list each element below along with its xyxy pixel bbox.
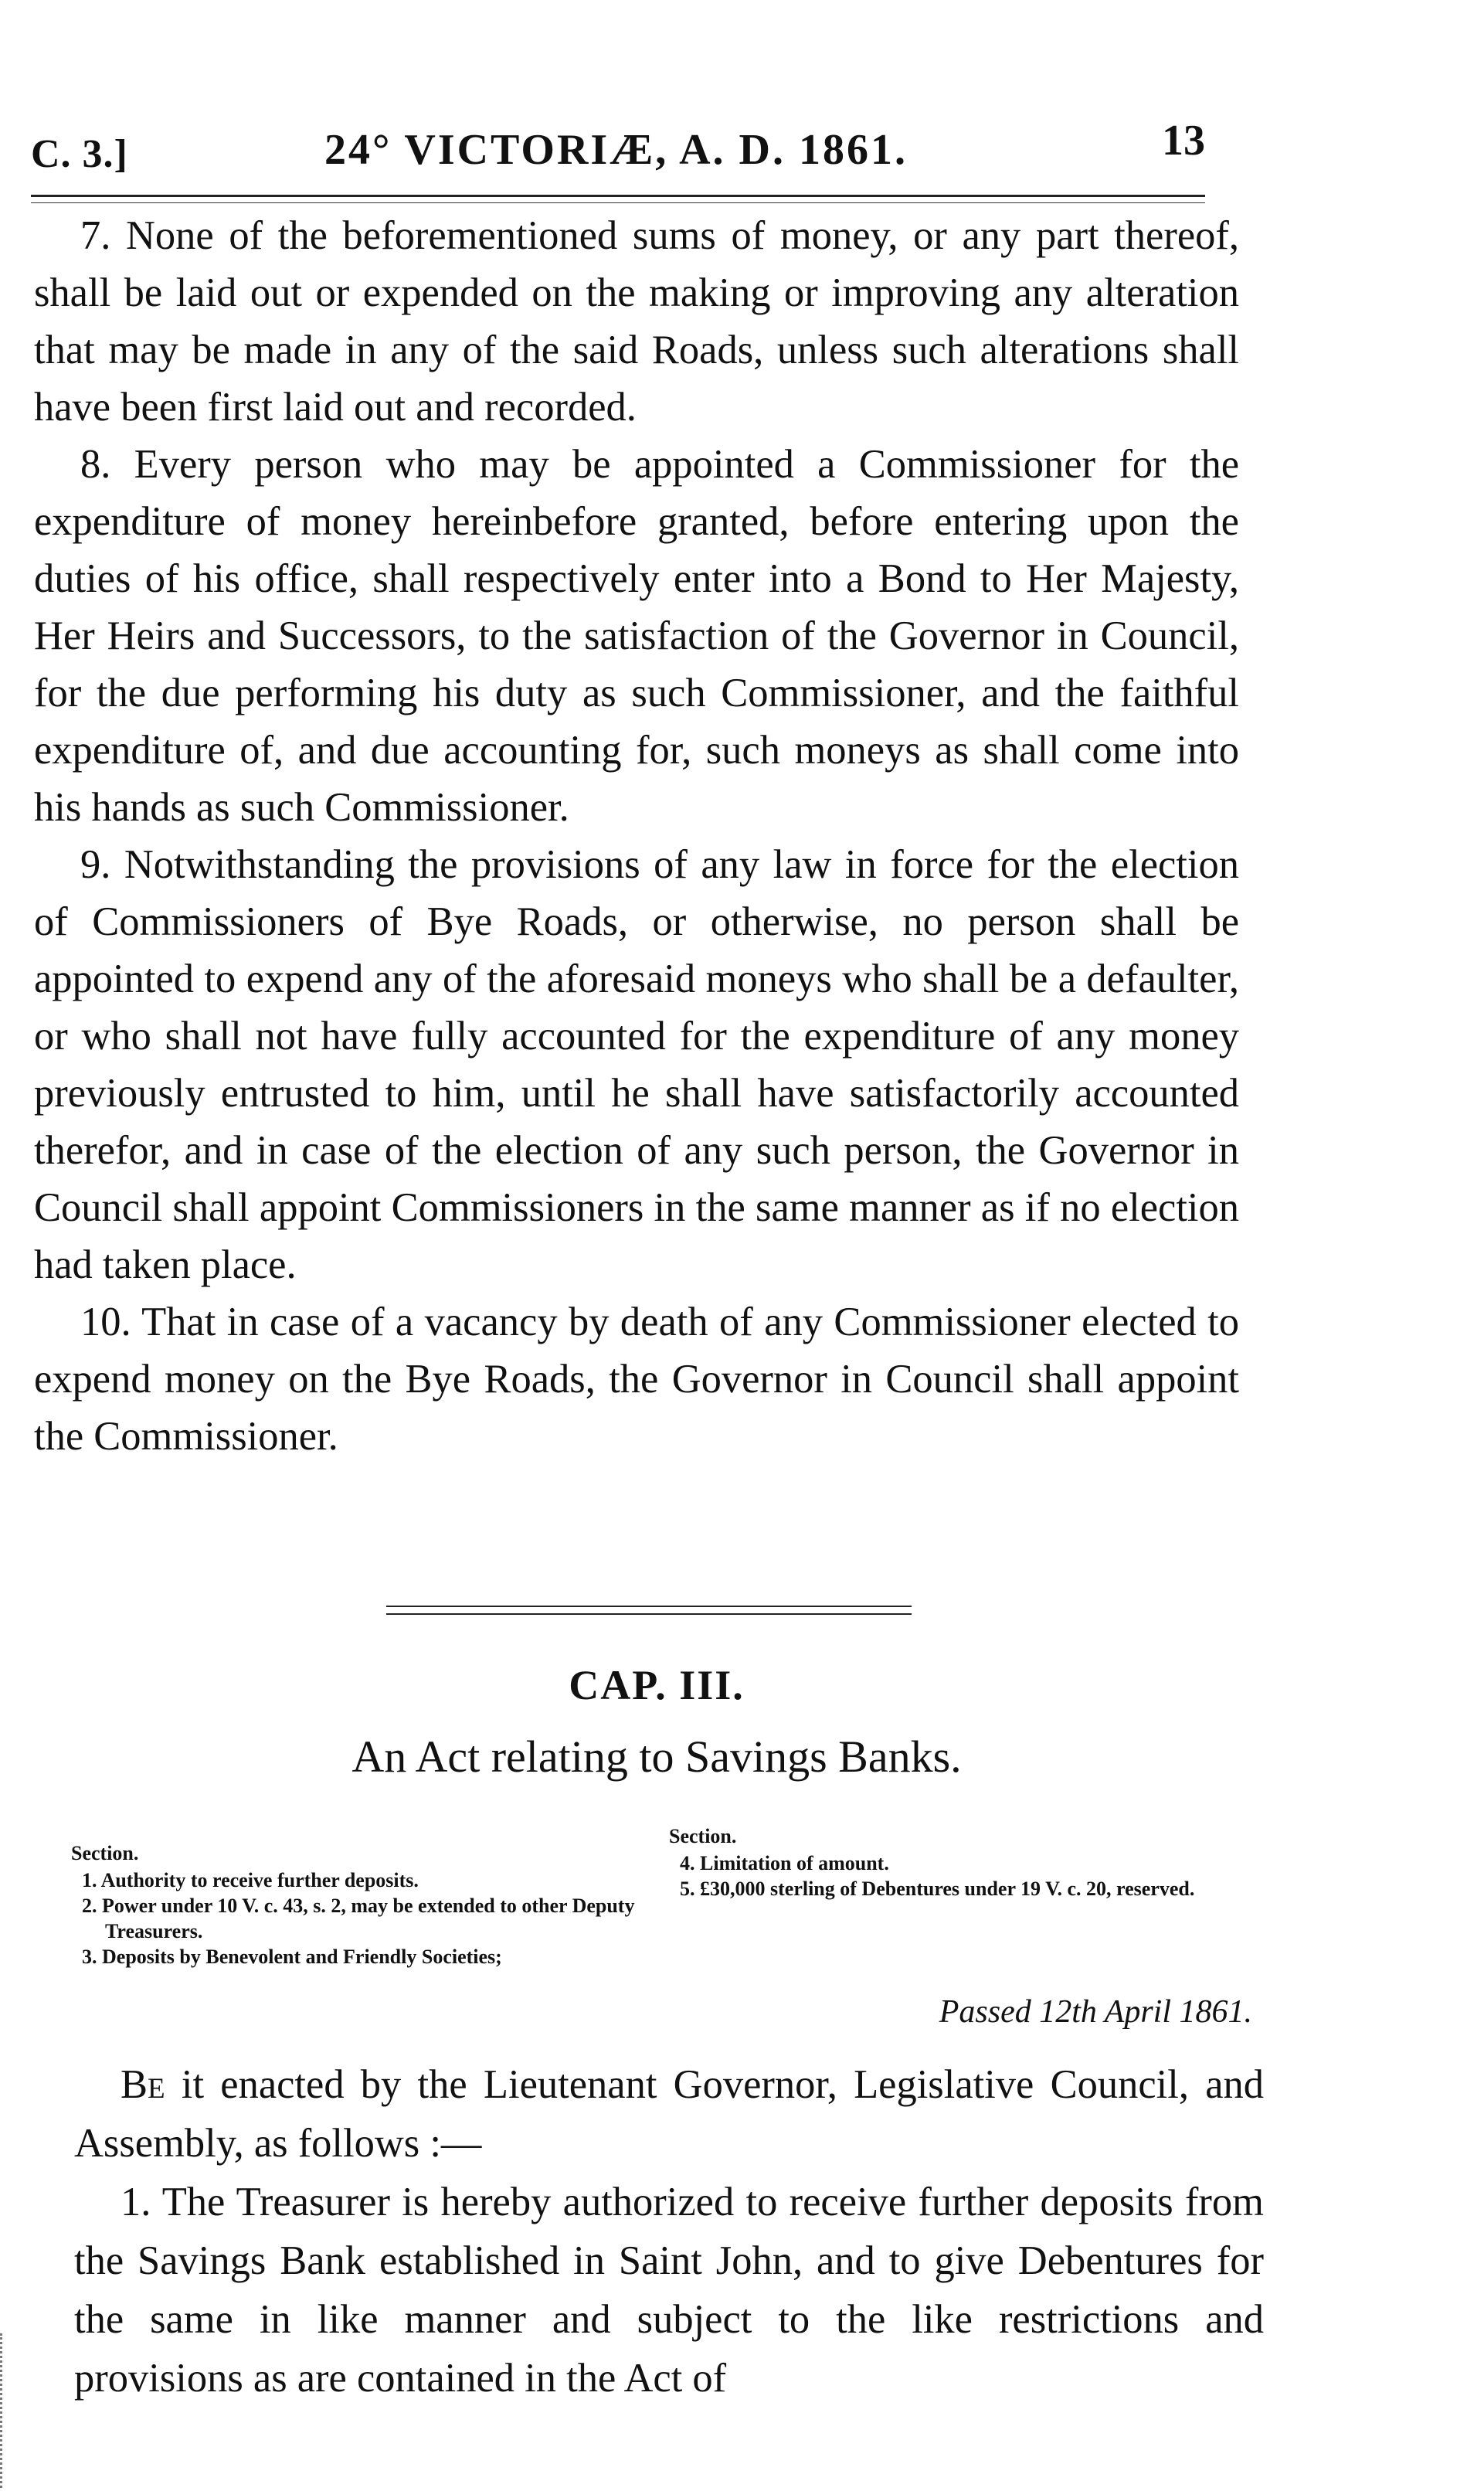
running-title: 24° VICTORIÆ, A. D. 1861. [324, 126, 908, 174]
synopsis-item: 2. Power under 10 V. c. 43, s. 2, may be extended to other Deputy Treasurers. [82, 1895, 635, 1942]
statute-sections [34, 207, 1239, 1465]
synopsis-heading: Section. [669, 1825, 737, 1847]
synopsis-item: 1. Authority to receive further deposits. [82, 1869, 419, 1891]
page-edge-marks [0, 2333, 7, 2488]
section-synopsis [62, 1823, 1267, 2017]
section-7: 7. None of the beforementioned sums of money, or any part thereof, shall be laid out or expended on the making or improving any alteration that may be made in any of the said Roads, unless such alterations shall have been first laid out and recorded. [34, 213, 1239, 430]
synopsis-right-column [669, 1823, 1279, 1901]
synopsis-item: 5. £30,000 sterling of Debentures under 19 V. c. 20, reserved. [680, 1878, 1195, 1900]
running-head [31, 116, 1205, 185]
section-8: 8. Every person who may be appointed a Commissioner for the expenditure of money hereinbefore granted, before entering upon the duties of his office, shall respectively enter into a Bond to Her Majesty, Her Heirs and Successors, to the satisfaction of the Governor in Council, for the due performing his duty as such Commissioner, and the faithful expenditure of, and due accounting for, such moneys as shall come into his hands as such Commissioner. [34, 442, 1239, 830]
section-1: 1. The Treasurer is hereby authorized to receive further deposits from the Savings Bank established in Saint John, and to give Debentures for the same in like manner and subject to the like restrictions and provisions as are contained in the Act of [74, 2180, 1264, 2401]
section-10: 10. That in case of a vacancy by death of any Commissioner elected to expend money on the Bye Roads, the Governor in Council shall appoint the Commissioner. [34, 1300, 1239, 1459]
synopsis-heading: Section. [71, 1842, 139, 1864]
chapter-reference: C. 3.] [31, 132, 128, 176]
enacting-clause [74, 2055, 1264, 2173]
separator-rule [386, 1606, 912, 1607]
enacting-clause-initial: Be [121, 2062, 165, 2107]
passed-date: Passed 12th April 1861. [939, 1994, 1252, 2030]
header-rule [31, 195, 1205, 197]
header-rule-thin [31, 202, 1205, 203]
enactment-text [74, 2055, 1264, 2408]
enacting-clause-text: it enacted by the Lieutenant Governor, Legislative Council, and Assembly, as follows :— [74, 2062, 1264, 2166]
section-9: 9. Notwithstanding the provisions of any law in force for the election of Commissioners of Bye Roads, or otherwise, no person shall be appointed to expend any of the aforesaid moneys who shall be a defaulter, or who shall not have fully accounted for the expenditure of any money previously entrusted to him, until he shall have satisfactorily accounted therefor, and in case of the election of any such person, the Governor in Council shall appoint Commissioners in the same manner as if no election had taken place. [34, 842, 1239, 1287]
page-number: 13 [1162, 117, 1205, 165]
synopsis-left-column [71, 1840, 658, 1969]
act-title: An Act relating to Savings Banks. [351, 1731, 962, 1782]
synopsis-item: 3. Deposits by Benevolent and Friendly Societies; [82, 1946, 502, 1968]
synopsis-item: 4. Limitation of amount. [680, 1852, 889, 1874]
separator-rule-second [386, 1613, 912, 1615]
chapter-heading: CAP. III. [569, 1662, 745, 1708]
